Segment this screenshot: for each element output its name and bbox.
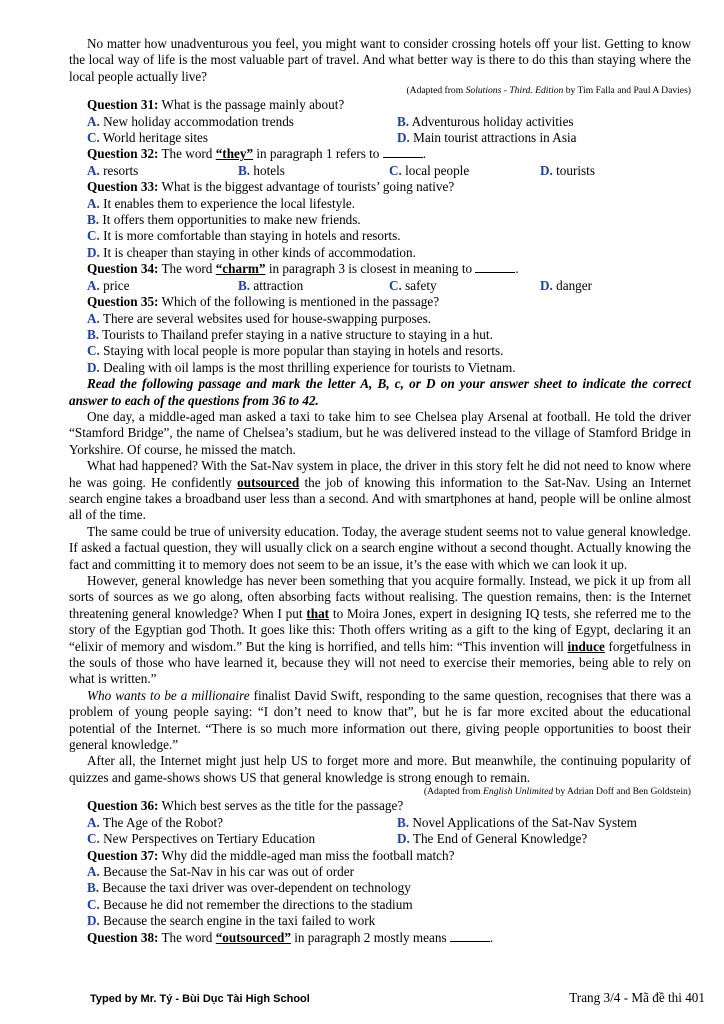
option-36d[interactable]: D. The End of General Knowledge?	[397, 831, 588, 847]
option-34a[interactable]: A. price	[87, 277, 130, 293]
answer-blank	[450, 930, 490, 942]
passage2-paragraph-5: Who wants to be a millionaire finalist David Swift, responding to the same question, recognises that there was a problem of young people saying: “I don’t need to know that”, but he is far more excited about the educational potential of the Internet. “There is so much more information out there, giving people opportunities to boost their general knowledge.”	[69, 687, 691, 753]
question-34-options	[69, 278, 691, 294]
option-32c[interactable]: C. local people	[389, 162, 470, 178]
option-37b[interactable]: B. Because the taxi driver was over-dependent on technology	[87, 880, 411, 896]
source-citation-2: (Adapted from English Unlimited by Adrian Doff and Ben Goldstein)	[423, 786, 691, 798]
question-38: Question 38: The word “outsourced” in paragraph 2 mostly means .	[87, 929, 494, 945]
passage2-paragraph-3: The same could be true of university education. Today, the average student seems not to value general knowledge. If asked a factual question, they will usually click on a search engine without a second thought. Actually knowing the fact and committing it to memory does not seem to be an issue, it’s the ease with which we can look it up.	[69, 523, 691, 572]
option-32d[interactable]: D. tourists	[540, 162, 595, 178]
answer-blank	[475, 261, 515, 273]
option-36a[interactable]: A. The Age of the Robot?	[87, 814, 224, 830]
option-34b[interactable]: B. attraction	[238, 277, 304, 293]
option-36c[interactable]: C. New Perspectives on Tertiary Education	[87, 831, 316, 847]
question-35: Question 35: Which of the following is mentioned in the passage?	[87, 294, 440, 310]
option-31c[interactable]: C. World heritage sites	[87, 130, 209, 146]
option-35c[interactable]: C. Staying with local people is more popular than staying in hotels and resorts.	[87, 343, 504, 359]
option-37c[interactable]: C. Because he did not remember the directions to the stadium	[87, 896, 413, 912]
page-number: Trang 3/4 - Mã đề thi 401	[569, 990, 705, 1005]
source-citation-1: (Adapted from Solutions - Third. Edition by Tim Falla and Paul A Davies)	[406, 85, 691, 97]
passage2-paragraph-6: After all, the Internet might just help US to forget more and more. But meanwhile, the continuing popularity of quizzes and game-shows shows US that general knowledge is strong enough to remain.	[69, 753, 691, 785]
option-37a[interactable]: A. Because the Sat-Nav in his car was out of order	[87, 863, 354, 879]
passage2-paragraph-1: One day, a middle-aged man asked a taxi to take him to see Chelsea play Arsenal at football. He told the driver “Stamford Bridge”, the name of Chelsea’s stadium, but he was delivered instead to the village of Stamford Bridge in Yorkshire. Of course, he missed the match.	[69, 408, 691, 457]
option-32a[interactable]: A. resorts	[87, 162, 139, 178]
question-32-options	[69, 163, 691, 179]
option-33a[interactable]: A. It enables them to experience the local lifestyle.	[87, 195, 356, 211]
option-36b[interactable]: B. Novel Applications of the Sat-Nav System	[397, 814, 637, 830]
option-34d[interactable]: D. danger	[540, 277, 593, 293]
option-35b[interactable]: B. Tourists to Thailand prefer staying in a native structure to staying in a hut.	[87, 326, 493, 342]
question-36: Question 36: Which best serves as the title for the passage?	[87, 798, 404, 814]
question-34: Question 34: The word “charm” in paragraph 3 is closest in meaning to .	[87, 261, 519, 277]
question-37: Question 37: Why did the middle-aged man miss the football match?	[87, 847, 455, 863]
passage2-paragraph-4: However, general knowledge has never been something that you acquire formally. Instead, we pick it up from all sorts of sources as we go along, often absorbing facts without realising. The question remains, then: is the Internet threatening general knowledge? When I put that to Moira Jones, expert in designing IQ tests, she referred me to the story of the Egyptian god Thoth. It goes like this: Thoth offers writing as a gift to the king of Egypt, declaring it an “elixir of memory and wisdom.” But the king is horrified, and tells him: “This invention will induce forgetfulness in the souls of those who have learned it, because they will not need to exercise their memories, being able to rely on what is written.”	[69, 573, 691, 687]
typed-by-credit: Typed by Mr. Tý - Bùi Dục Tài High School	[90, 993, 310, 1005]
passage2-paragraph-2: What had happened? With the Sat-Nav system in place, the driver in this story felt he did not need to know where he was going. He confidently outsourced the job of knowing this information to the Sat-Nav. Using an Internet search engine takes a broadband user less than a second. And with smartphones at hand, people will be online almost all of the time.	[69, 458, 691, 523]
question-32: Question 32: The word “they” in paragraph 1 refers to .	[87, 146, 426, 162]
section-instruction: Read the following passage and mark the letter A, B, c, or D on your answer sheet to indicate the correct answer to each of the questions from 36 to 42.	[69, 376, 691, 408]
option-35a[interactable]: A. There are several websites used for house-swapping purposes.	[87, 310, 432, 326]
question-31-options	[69, 114, 691, 130]
option-33d[interactable]: D. It is cheaper than staying in other kinds of accommodation.	[87, 244, 416, 260]
option-37d[interactable]: D. Because the search engine in the taxi failed to work	[87, 913, 376, 929]
passage1-final-paragraph: No matter how unadventurous you feel, you might want to consider crossing hotels off your list. Getting to know the local way of life is the most valuable part of travel. And what better way is there to do this than staying where the local people actually live?	[69, 36, 691, 84]
option-31a[interactable]: A. New holiday accommodation trends	[87, 113, 294, 129]
option-32b[interactable]: B. hotels	[238, 162, 285, 178]
option-33c[interactable]: C. It is more comfortable than staying in hotels and resorts.	[87, 228, 401, 244]
question-36-options	[69, 815, 691, 831]
question-33: Question 33: What is the biggest advantage of tourists’ going native?	[87, 179, 455, 195]
option-34c[interactable]: C. safety	[389, 277, 437, 293]
option-31b[interactable]: B. Adventurous holiday activities	[397, 113, 574, 129]
option-35d[interactable]: D. Dealing with oil lamps is the most thrilling experience for tourists to Vietnam.	[87, 359, 516, 375]
question-31: Question 31: What is the passage mainly about?	[87, 97, 345, 113]
page-footer	[90, 990, 705, 1007]
answer-blank	[383, 146, 423, 158]
option-33b[interactable]: B. It offers them opportunities to make new friends.	[87, 212, 361, 228]
option-31d[interactable]: D. Main tourist attractions in Asia	[397, 130, 577, 146]
